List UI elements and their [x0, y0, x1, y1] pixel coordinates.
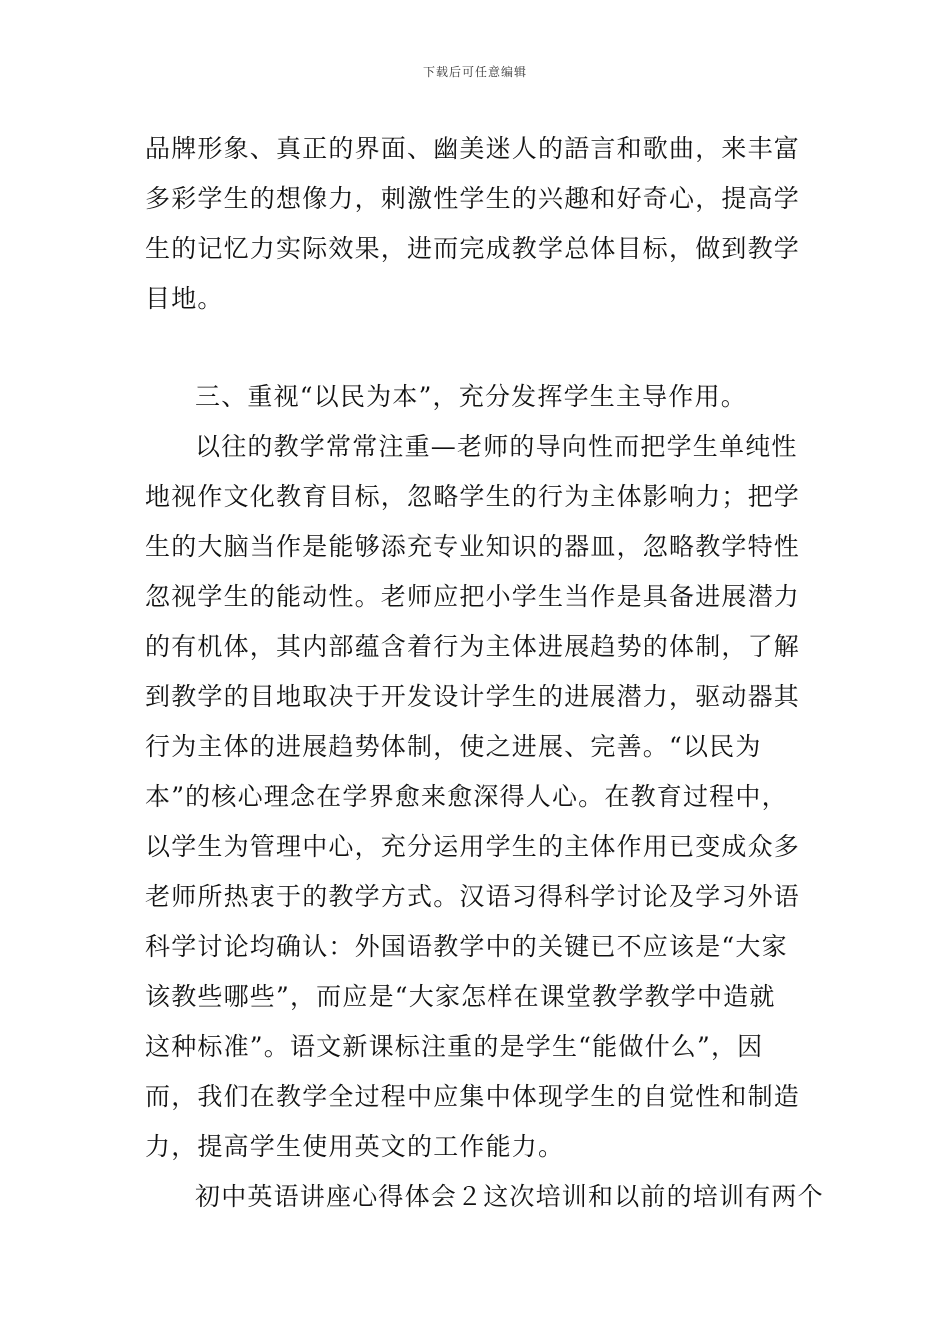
section-heading: [145, 372, 815, 422]
text-line: 多彩学生的想像力，刺激性学生的兴趣和好奇心，提高学: [145, 184, 801, 213]
text-line: 科学讨论均确认：外国语教学中的关键已不应该是“大家: [145, 932, 788, 961]
text-line: 老师所热衷于的教学方式。汉语习得科学讨论及学习外语: [145, 882, 801, 911]
text-line: 的有机体，其内部蕴含着行为主体进展趋势的体制，了解: [145, 632, 801, 661]
text-line: 力，提高学生使用英文的工作能力。: [145, 1132, 565, 1161]
document-body: [145, 124, 824, 1222]
text-line: 生的记忆力实际效果，进而完成教学总体目标，做到教学: [145, 234, 801, 263]
paragraph-next: [145, 1172, 824, 1222]
text-line: 而，我们在教学全过程中应集中体现学生的自觉性和制造: [145, 1082, 801, 1111]
text-line: 到教学的目地取决于开发设计学生的进展潜力，驱动器其: [145, 682, 801, 711]
text-line: 生的大脑当作是能够添充专业知识的器皿，忽略教学特性: [145, 532, 801, 561]
text-line: 以学生为管理中心，充分运用学生的主体作用已变成众多: [145, 832, 801, 861]
text-line: 行为主体的进展趋势体制，使之进展、完善。“以民为: [145, 732, 762, 761]
text-line: 忽视学生的能动性。老师应把小学生当作是具备进展潜力: [145, 582, 801, 611]
text-line: 本”的核心理念在学界愈来愈深得人心。在教育过程中，: [145, 782, 788, 811]
paragraph-gap: [145, 324, 815, 372]
text-line: 品牌形象、真正的界面、幽美迷人的語言和歌曲，来丰富: [145, 134, 801, 163]
text-line: 目地。: [145, 284, 224, 313]
paragraph-main: [145, 422, 815, 1172]
text-line: 这种标准”。语文新课标注重的是学生“能做什么”，因: [145, 1032, 764, 1061]
text-line: 地视作文化教育目标，忽略学生的行为主体影响力；把学: [145, 482, 801, 511]
paragraph-continuation: [145, 124, 815, 324]
text-line: 该教些哪些”，而应是“大家怎样在课堂教学教学中造就: [145, 982, 776, 1011]
page-header: 下载后可任意编辑: [422, 65, 527, 79]
text-line: 初中英语讲座心得体会２这次培训和以前的培训有两个: [195, 1182, 824, 1211]
heading-line: 三、重视“以民为本”，充分发挥学生主导作用。: [195, 382, 747, 411]
text-line: 以往的教学常常注重—老师的导向性而把学生单纯性: [195, 432, 798, 461]
